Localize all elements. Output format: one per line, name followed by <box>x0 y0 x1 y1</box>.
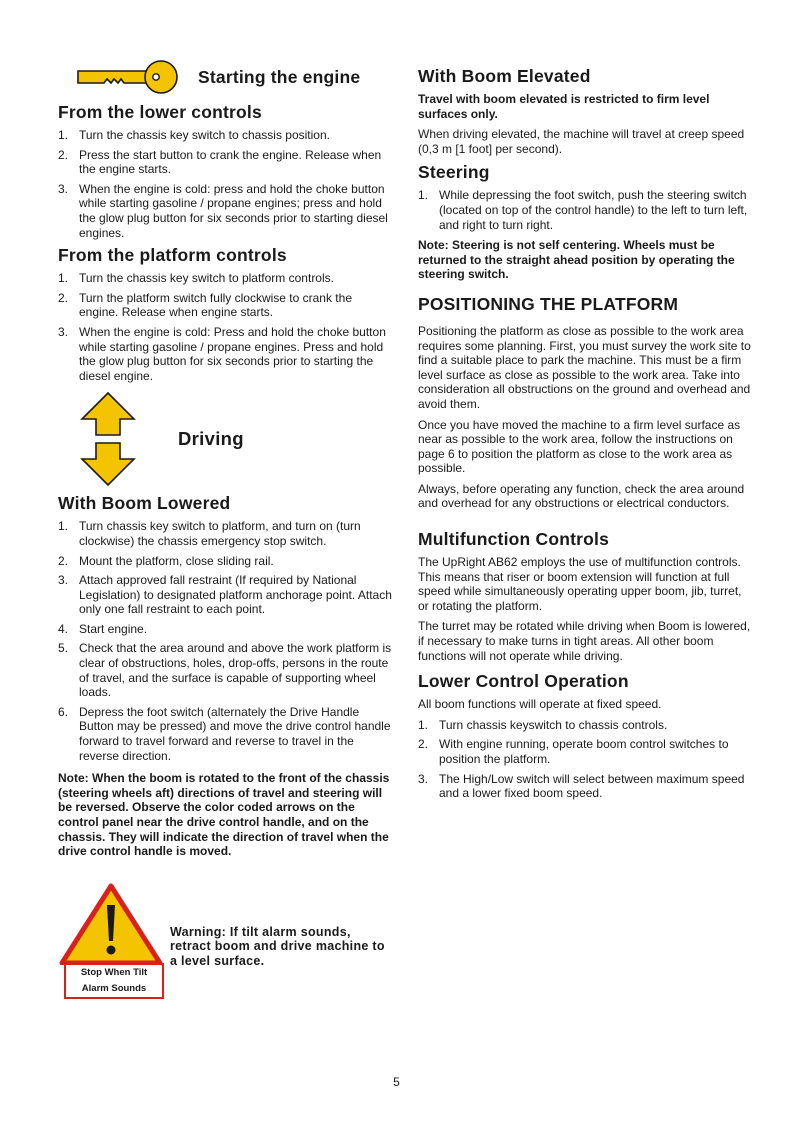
warning-sign <box>58 883 164 1003</box>
positioning-title: POSITIONING THE PLATFORM <box>418 293 679 314</box>
positioning-paragraph: Once you have moved the machine to a firm level surface as near as possible to the work area, follow the instructions on page 6 to position the platform as close to the work area as possible. <box>418 417 741 476</box>
lower-control-operation-text: All boom functions will operate at fixed speed. <box>418 697 662 712</box>
boom-lowered-note: Note: When the boom is rotated to the front of the chassis (steering wheels aft) directions of travel and steering will be reversed. Observe the color coded arrows on the control panel near the drive control handle, and on the chassis. They will indicate the direction of travel when the drive control handle is moved. <box>58 771 390 859</box>
lower-controls-title: From the lower controls <box>58 102 262 122</box>
platform-controls-steps <box>58 271 394 383</box>
boom-lowered-steps <box>58 519 394 763</box>
list-item: 3. When the engine is cold: Press and hold the choke button while starting gasoline / propane engines. Press and hold the glow plug button for six seconds prior to starting the diesel engine. <box>58 324 386 383</box>
list-item: 3. Attach approved fall restraint (If required by National Legislation) to designated platform anchorage point. Attach only one fall restraint to each point. <box>58 573 392 617</box>
warning-sign-line-1: Stop When Tilt <box>80 966 148 978</box>
list-item: 2. Mount the platform, close sliding rail. <box>58 553 274 568</box>
boom-elevated-text: When driving elevated, the machine will travel at creep speed (0,3 m [1 foot] per second). <box>418 127 745 156</box>
list-item: 1. Turn chassis key switch to platform, and turn on (turn clockwise) the chassis emergency stop switch. <box>58 519 361 548</box>
tilt-warning <box>58 883 394 1003</box>
starting-engine-header <box>58 60 394 94</box>
boom-elevated-title: With Boom Elevated <box>418 66 591 86</box>
multifunction-paragraph: The turret may be rotated while driving when Boom is lowered, if necessary to make turns in tight areas. All other boom functions will not operate while driving. <box>418 619 751 663</box>
warning-sign-line-2: Alarm Sounds <box>81 982 147 994</box>
positioning-paragraph: Positioning the platform as close as possible to the work area requires some planning. First, you must survey the work site to find a suitable place to park the machine. This must be a firm level surface as close as possible to the work area. Take into consideration all obstructions on the ground and overhead and avoid them. <box>418 323 751 411</box>
driving-header <box>58 391 394 487</box>
list-item: 1. Turn chassis keyswitch to chassis controls. <box>418 717 668 732</box>
lower-control-operation-steps <box>418 718 754 801</box>
list-item: 6. Depress the foot switch (alternately the Drive Handle Button may be pressed) and move the drive control handle forward to travel forward and reverse to travel in the reverse direction. <box>58 704 391 763</box>
driving-title: Driving <box>178 428 244 450</box>
page-number: 5 <box>393 1075 400 1089</box>
warning-sign-label <box>64 963 164 999</box>
driving-arrows-icon <box>80 391 136 487</box>
platform-controls-title: From the platform controls <box>58 245 287 266</box>
list-item: 3. The High/Low switch will select between maximum speed and a lower fixed boom speed. <box>418 771 745 801</box>
list-item: 2. Press the start button to crank the engine. Release when the engine starts. <box>58 147 382 177</box>
warning-text: Warning: If tilt alarm sounds, retract boom and drive machine to a level surface. <box>170 924 385 968</box>
list-item: 2. Turn the platform switch fully clockwise to crank the engine. Release when engine starts. <box>58 290 352 320</box>
list-item: 4. Start engine. <box>58 621 148 636</box>
list-item: 1. While depressing the foot switch, push the steering switch (located on top of the control handle) to the left to turn left, and right to turn right. <box>418 188 748 232</box>
multifunction-paragraph: The UpRight AB62 employs the use of multifunction controls. This means that riser or boom extension will function at full speed while simultaneously operating upper boom, jib, turret, or rotating the platform. <box>418 555 742 613</box>
right-column <box>418 66 754 806</box>
boom-lowered-title: With Boom Lowered <box>58 493 231 514</box>
multifunction-title: Multifunction Controls <box>418 529 610 550</box>
list-item: 2. With engine running, operate boom control switches to position the platform. <box>418 737 729 766</box>
positioning-paragraph: Always, before operating any function, check the area around and overhead for any obstructions or electrical conductors. <box>418 481 745 511</box>
lower-controls-steps <box>58 128 394 240</box>
warning-triangle-icon <box>58 883 164 965</box>
list-item: 3. When the engine is cold: press and hold the choke button while starting gasoline / propane engines; press and hold the glow plug button for six seconds prior to starting diesel engines. <box>58 181 388 240</box>
list-item: 1. Turn the chassis key switch to platform controls. <box>58 271 334 286</box>
boom-elevated-restriction: Travel with boom elevated is restricted to firm level surfaces only. <box>418 92 710 121</box>
steering-steps <box>418 188 754 232</box>
steering-title: Steering <box>418 162 490 183</box>
key-icon <box>76 60 180 94</box>
steering-note: Note: Steering is not self centering. Wheels must be returned to the straight ahead position by operating the steering switch. <box>418 238 735 282</box>
list-item: 5. Check that the area around and above the work platform is clear of obstructions, holes, drop-offs, persons in the route of travel, and the surface is capable of supporting wheel loads. <box>58 641 392 700</box>
starting-engine-title: Starting the engine <box>198 67 361 87</box>
lower-control-operation-title: Lower Control Operation <box>418 671 629 692</box>
left-column <box>58 60 394 1003</box>
list-item: 1. Turn the chassis key switch to chassis position. <box>58 128 330 142</box>
